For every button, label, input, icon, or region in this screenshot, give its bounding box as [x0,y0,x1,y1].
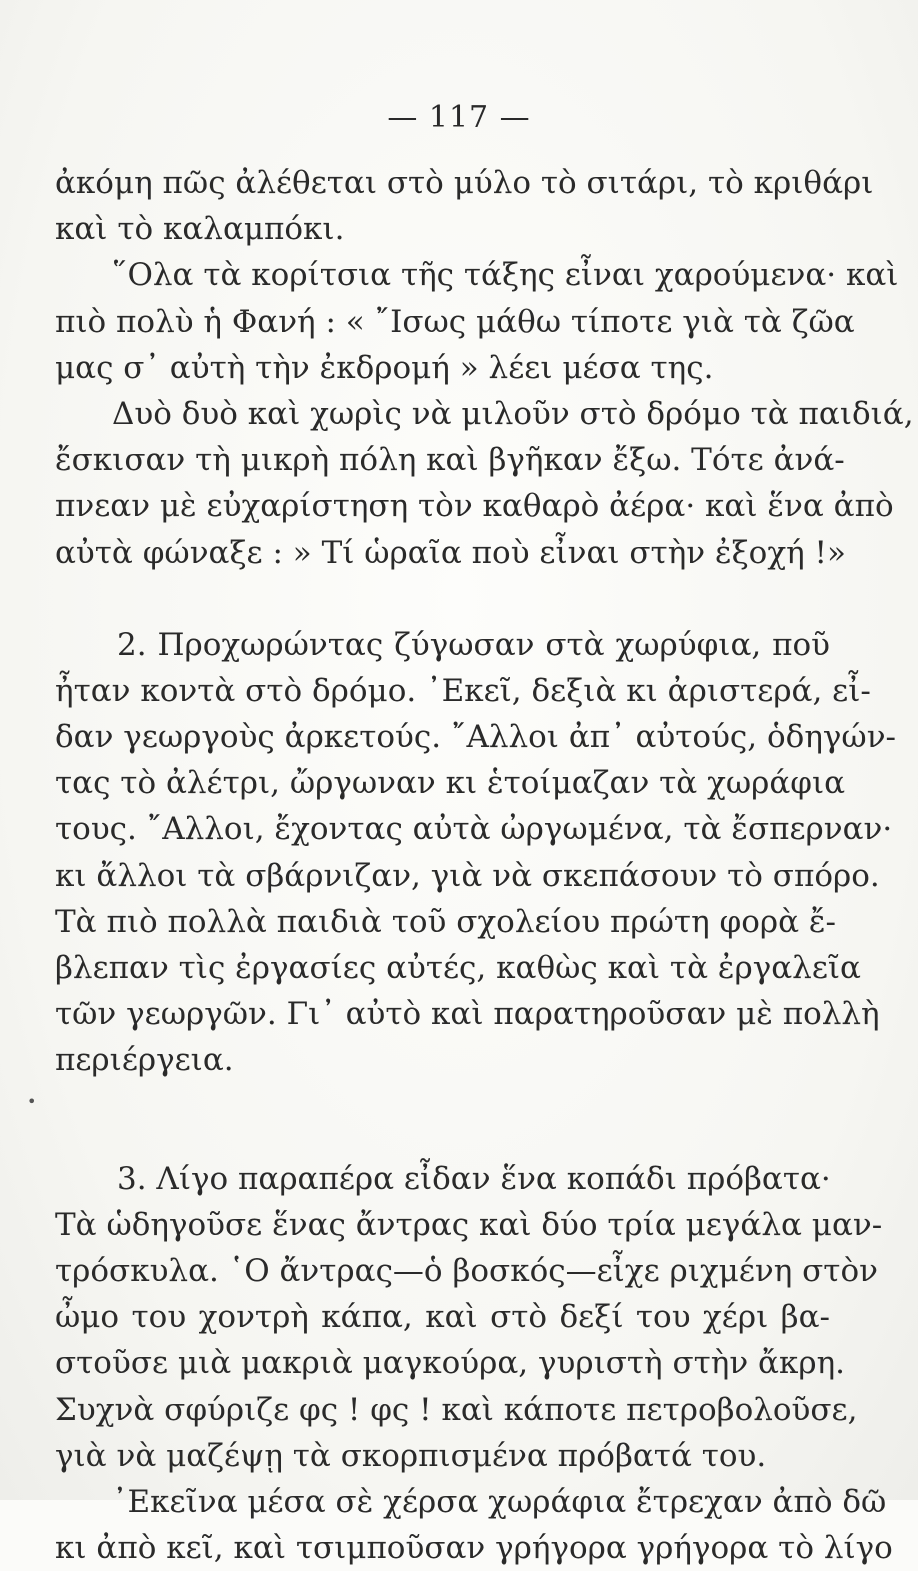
text-line: Συχνὰ σφύριζε φς ! φς ! καὶ κάποτε πετροβολοῦσε, [55,1391,858,1428]
text-line: 2. Προχωρώντας ζύγωσαν στὰ χωρύφια, ποῦ [117,626,830,663]
text-line: βλεπαν τὶς ἐργασίες αὐτές, καθὼς καὶ τὰ ἐργαλεῖα [55,950,861,986]
text-line: 3. Λίγο παραπέρα εἶδαν ἕνα κοπάδι πρόβατα· [117,1160,831,1197]
text-line: πιὸ πολὺ ἡ Φανή : « ῎Ισως μάθω τίποτε γιὰ τὰ ζῶα [55,303,855,340]
text-line: αὐτὰ φώναξε : » Τί ὡραῖα ποὺ εἶναι στὴν ἐξοχή !» [55,534,846,571]
text-line: τας τὸ ἀλέτρι, ὤργωναν κι ἑτοίμαζαν τὰ χωράφια [55,765,846,802]
text-line: πνεαν μὲ εὐχαρίστηση τὸν καθαρὸ ἀέρα· καὶ ἕνα ἀπὸ [55,488,894,525]
text-line: Δυὸ δυὸ καὶ χωρὶς νὰ μιλοῦν στὸ δρόμο τὰ παιδιά, [112,395,914,432]
text-line: ἀκόμη πῶς ἀλέθεται στὸ μύλο τὸ σιτάρι, τὸ κριθάρι [55,165,874,201]
text-line: περιέργεια. [55,1042,234,1079]
text-line: τους. ῎Αλλοι, ἔχοντας αὐτὰ ὠργωμένα, τὰ ἔσπερναν· [55,811,893,848]
text-line: τρόσκυλα. ῾Ο ἄντρας—ὁ βοσκός—εἶχε ριχμένη στὸν [55,1252,878,1289]
paragraph-gap [55,1084,830,1156]
text-line: δαν γεωργοὺς ἀρκετούς. ῎Αλλοι ἀπ᾽ αὐτούς, ὁδηγών- [55,719,897,756]
page-number: — 117 — [387,100,531,135]
text-line: Τὰ ὡδηγοῦσε ἕνας ἄντρας καὶ δύο τρία μεγάλα μαν- [55,1206,883,1243]
margin-mark: • [27,1092,37,1111]
text-line: μας σ᾽ αὐτὴ τὴν ἐκδρομή » λέει μέσα της. [55,349,714,386]
text-line: ἦταν κοντὰ στὸ δρόμο. ᾽Εκεῖ, δεξιὰ κι ἀριστερά, εἶ- [55,672,871,709]
body-text [55,160,914,1571]
text-line: τῶν γεωργῶν. Γι᾽ αὐτὸ καὶ παρατηροῦσαν μὲ πολλὴ [55,996,880,1033]
text-line: γιὰ νὰ μαζέψῃ τὰ σκορπισμένα πρόβατά του. [55,1437,767,1474]
text-line: στοῦσε μιὰ μακριὰ μαγκούρα, γυριστὴ στὴν ἄκρη. [55,1345,846,1382]
text-line: ῞Ολα τὰ κορίτσια τῆς τάξης εἶναι χαρούμενα· καὶ [112,257,899,294]
paragraph-gap [55,576,830,622]
text-line: ᾽Εκεῖνα μέσα σὲ χέρσα χωράφια ἔτρεχαν ἀπὸ δῶ [112,1483,887,1520]
text-line: κι ἀπὸ κεῖ, καὶ τσιμποῦσαν γρήγορα γρήγορα τὸ λίγο [55,1530,893,1567]
text-line: κι ἄλλοι τὰ σβάρνιζαν, γιὰ νὰ σκεπάσουν τὸ σπόρο. [55,857,880,894]
text-line: καὶ τὸ καλαμπόκι. [55,211,345,248]
text-line: ἔσκισαν τὴ μικρὴ πόλη καὶ βγῆκαν ἔξω. Τότε ἀνά- [55,442,845,479]
text-line: ὦμο του χοντρὴ κάπα, καὶ στὸ δεξί του χέρι βα- [55,1299,830,1336]
text-line: Τὰ πιὸ πολλὰ παιδιὰ τοῦ σχολείου πρώτη φορὰ ἔ- [55,903,836,940]
